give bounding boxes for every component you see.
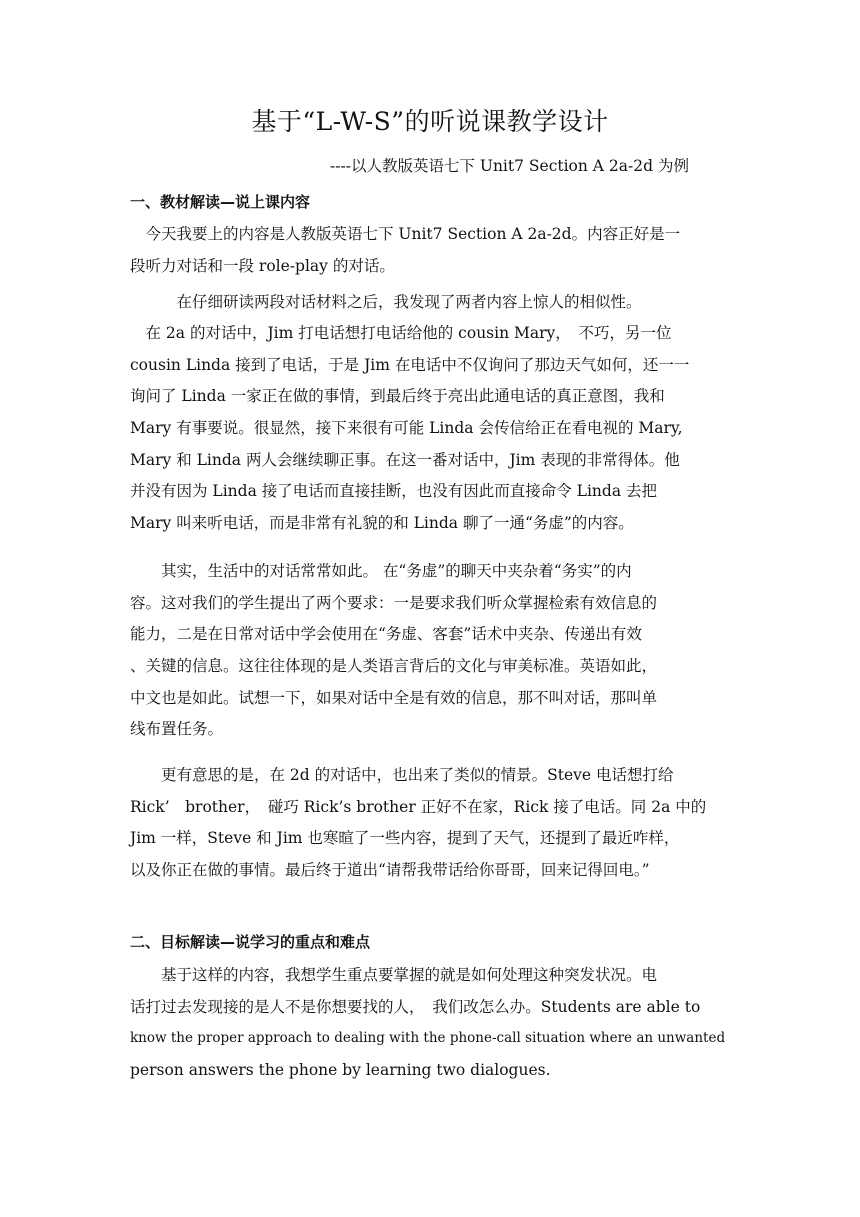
text-line: person answers the phone by learning two dialogues. bbox=[130, 1061, 551, 1080]
text-line: 线布置任务。 bbox=[130, 720, 224, 739]
text-line: 今天我要上的内容是人教版英语七下 Unit7 Section A 2a-2d。内容正好是一 bbox=[130, 225, 681, 243]
text-line: 中文也是如此。试想一下，如果对话中全是有效的信息，那不叫对话，那叫单 bbox=[130, 688, 658, 707]
text-line: Mary 叫来听电话，而是非常有礼貌的和 Linda 聊了一通“务虚”的内容。 bbox=[130, 514, 634, 533]
document-title: 基于“L-W-S”的听说课教学设计 bbox=[251, 107, 609, 136]
paragraph-similarity bbox=[130, 287, 730, 319]
text-line: 其实，生活中的对话常常如此。 在“务虚”的聊天中夹杂着“务实”的内 bbox=[130, 562, 632, 580]
text-line: Rick’ brother， 碰巧 Rick’s brother 正好不在家，Rick 接了电话。同 2a 中的 bbox=[130, 797, 707, 816]
text-line: Mary 和 Linda 两人会继续聊正事。在这一番对话中，Jim 表现的非常得体。他 bbox=[130, 450, 680, 469]
text-line: 、关键的信息。这往往体现的是人类语言背后的文化与审美标准。英语如此， bbox=[130, 657, 658, 676]
paragraph-intro bbox=[130, 219, 730, 282]
section-heading-1: 一、教材解读—说上课内容 bbox=[130, 193, 311, 211]
paragraph-real-life bbox=[130, 556, 730, 746]
document-subtitle: ----以人教版英语七下 Unit7 Section A 2a-2d 为例 bbox=[330, 157, 689, 175]
text-line: 在 2a 的对话中，Jim 打电话想打电话给他的 cousin Mary， 不巧，另一位 bbox=[130, 324, 672, 342]
section-heading-2: 二、目标解读—说学习的重点和难点 bbox=[130, 933, 371, 951]
text-line: 容。这对我们的学生提出了两个要求：一是要求我们听众掌握检索有效信息的 bbox=[130, 593, 658, 612]
text-line: cousin Linda 接到了电话，于是 Jim 在电话中不仅询问了那边天气如何，还一一 bbox=[130, 355, 690, 374]
text-line: 询问了 Linda 一家正在做的事情，到最后终于亮出此通电话的真正意图，我和 bbox=[130, 387, 665, 406]
text-line: 在仔细研读两段对话材料之后，我发现了两者内容上惊人的相似性。 bbox=[130, 293, 642, 311]
paragraph-2d-dialogue bbox=[130, 760, 730, 887]
text-line: 并没有因为 Linda 接了电话而直接挂断，也没有因此而直接命令 Linda 去把 bbox=[130, 482, 658, 501]
text-line: 段听力对话和一段 role-play 的对话。 bbox=[130, 256, 395, 275]
paragraph-goals bbox=[130, 960, 730, 1087]
text-line: know the proper approach to dealing with the phone-call situation where an unwanted bbox=[130, 1030, 726, 1047]
text-line: 更有意思的是，在 2d 的对话中，也出来了类似的情景。Steve 电话想打给 bbox=[130, 766, 674, 784]
text-line: 能力，二是在日常对话中学会使用在“务虚、客套”话术中夹杂、传递出有效 bbox=[130, 625, 642, 644]
text-line: Mary 有事要说。很显然，接下来很有可能 Linda 会传信给正在看电视的 Mary, bbox=[130, 419, 683, 438]
text-line: Jim 一样，Steve 和 Jim 也寒暄了一些内容，提到了天气，还提到了最近咋样， bbox=[130, 829, 680, 848]
text-line: 话打过去发现接的是人不是你想要找的人， 我们改怎么办。Students are able to bbox=[130, 997, 701, 1016]
text-line: 以及你正在做的事情。最后终于道出“请帮我带话给你哥哥，回来记得回电。” bbox=[130, 861, 650, 880]
text-line: 基于这样的内容，我想学生重点要掌握的就是如何处理这种突发状况。电 bbox=[130, 966, 658, 984]
paragraph-2a-dialogue bbox=[130, 318, 730, 540]
